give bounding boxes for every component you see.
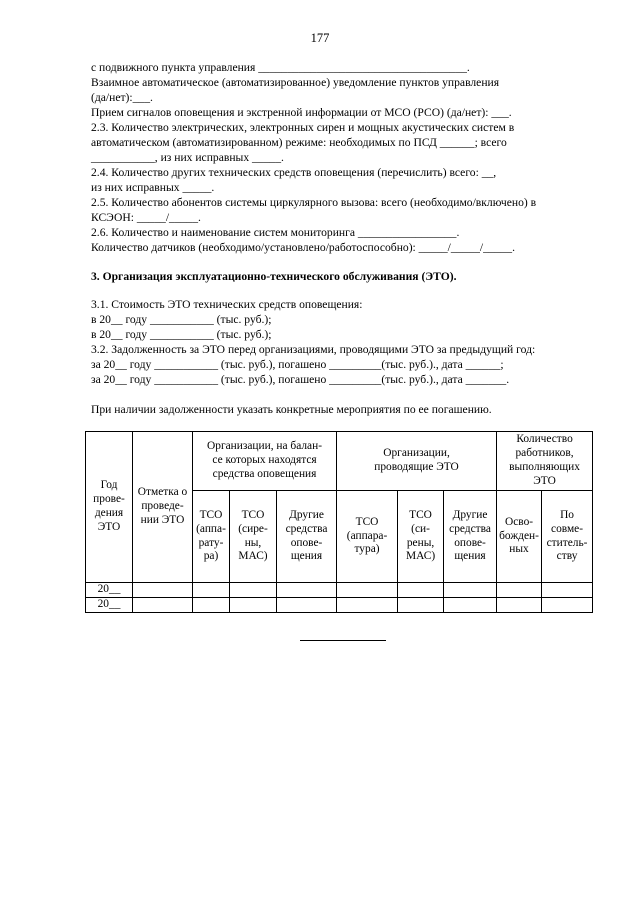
year-header: Год прове- дения ЭТО: [86, 432, 133, 583]
table-cell[interactable]: [193, 583, 230, 598]
text-line-item-2-3: 2.3. Количество электрических, электронных сирен и мощных акустических систем в: [91, 121, 515, 134]
table-row: [86, 583, 593, 598]
subheader-part-time: По совме- ститель- ству: [542, 491, 593, 583]
year-cell: 20__: [86, 583, 133, 598]
workers-count-header: Количество работников, выполняющих ЭТО: [497, 432, 593, 491]
table-cell[interactable]: [230, 583, 277, 598]
balance-orgs-header: Организации, на балан- се которых находятся средства оповещения: [193, 432, 337, 491]
text-line-item-2-3-end: ___________, из них исправных _____.: [91, 151, 284, 164]
subheader-released: Осво- божден- ных: [497, 491, 542, 583]
table-cell[interactable]: [277, 583, 337, 598]
subheader-tso-sirens-1: ТСО (сире- ны, МАС): [230, 491, 277, 583]
table-cell[interactable]: [133, 598, 193, 613]
text-line-item-2-5-end: КСЭОН: _____/_____.: [91, 211, 201, 224]
text-line-item-2-4-end: из них исправных _____.: [91, 181, 215, 194]
table-cell[interactable]: [444, 583, 497, 598]
table-cell[interactable]: [542, 598, 593, 613]
subheader-tso-equipment-1: ТСО (аппа- рату- ра): [193, 491, 230, 583]
text-line-cost-year-1: в 20__ году ___________ (тыс. руб.);: [91, 313, 272, 326]
subheader-tso-sirens-2: ТСО (си- рены, МАС): [398, 491, 444, 583]
table-cell[interactable]: [133, 583, 193, 598]
table-cell[interactable]: [497, 583, 542, 598]
table-cell[interactable]: [444, 598, 497, 613]
mark-header: Отметка о проведе- нии ЭТО: [133, 432, 193, 583]
text-line-mutual-notification: Взаимное автоматическое (автоматизированное) уведомление пунктов управления: [91, 76, 500, 89]
text-line-mobile-control-point: с подвижного пункта управления ____________________________________.: [91, 61, 470, 74]
eto-table: [85, 431, 593, 613]
text-line-debt-year-1: за 20__ году ___________ (тыс. руб.), погашено _________(тыс. руб.)., дата ______;: [91, 358, 504, 371]
table-row: [86, 598, 593, 613]
text-line-item-3-2: 3.2. Задолженность за ЭТО перед организациями, проводящими ЭТО за предыдущий год:: [91, 343, 536, 356]
table-cell[interactable]: [230, 598, 277, 613]
table-cell[interactable]: [337, 583, 398, 598]
text-line-item-2-4: 2.4. Количество других технических средств оповещения (перечислить) всего: __,: [91, 166, 497, 179]
table-cell[interactable]: [277, 598, 337, 613]
page-number: 177: [310, 31, 330, 45]
text-line-item-2-6: 2.6. Количество и наименование систем мониторинга _________________.: [91, 226, 460, 239]
section-3-heading: 3. Организация эксплуатационно-технического обслуживания (ЭТО).: [91, 270, 457, 283]
text-line-signal-reception: Прием сигналов оповещения и экстренной информации от МСО (РСО) (да/нет): ___.: [91, 106, 512, 119]
subheader-other-means-1: Другие средства опове- щения: [277, 491, 337, 583]
text-line-item-2-5: 2.5. Количество абонентов системы циркулярного вызова: всего (необходимо/включено) в: [91, 196, 537, 209]
service-orgs-header: Организации, проводящие ЭТО: [337, 432, 497, 491]
table-cell[interactable]: [542, 583, 593, 598]
table-cell[interactable]: [193, 598, 230, 613]
text-line-sensors-count: Количество датчиков (необходимо/установлено/работоспособно): _____/_____/_____.: [91, 241, 515, 254]
text-line-debt-year-2: за 20__ году ___________ (тыс. руб.), погашено _________(тыс. руб.)., дата _______.: [91, 373, 510, 386]
year-cell: 20__: [86, 598, 133, 613]
text-line-yes-no: (да/нет):___.: [91, 91, 153, 104]
end-divider: [300, 640, 386, 641]
table-cell[interactable]: [337, 598, 398, 613]
table-cell[interactable]: [398, 598, 444, 613]
subheader-tso-equipment-2: ТСО (аппара- тура): [337, 491, 398, 583]
text-line-item-3-1: 3.1. Стоимость ЭТО технических средств оповещения:: [91, 298, 363, 311]
table-cell[interactable]: [497, 598, 542, 613]
table-cell[interactable]: [398, 583, 444, 598]
text-line-item-2-3-cont: автоматическом (автоматизированном) режиме: необходимых по ПСД ______; всего: [91, 136, 507, 149]
debt-note: При наличии задолженности указать конкретные мероприятия по ее погашению.: [91, 403, 492, 416]
subheader-other-means-2: Другие средства опове- щения: [444, 491, 497, 583]
text-line-cost-year-2: в 20__ году ___________ (тыс. руб.);: [91, 328, 272, 341]
